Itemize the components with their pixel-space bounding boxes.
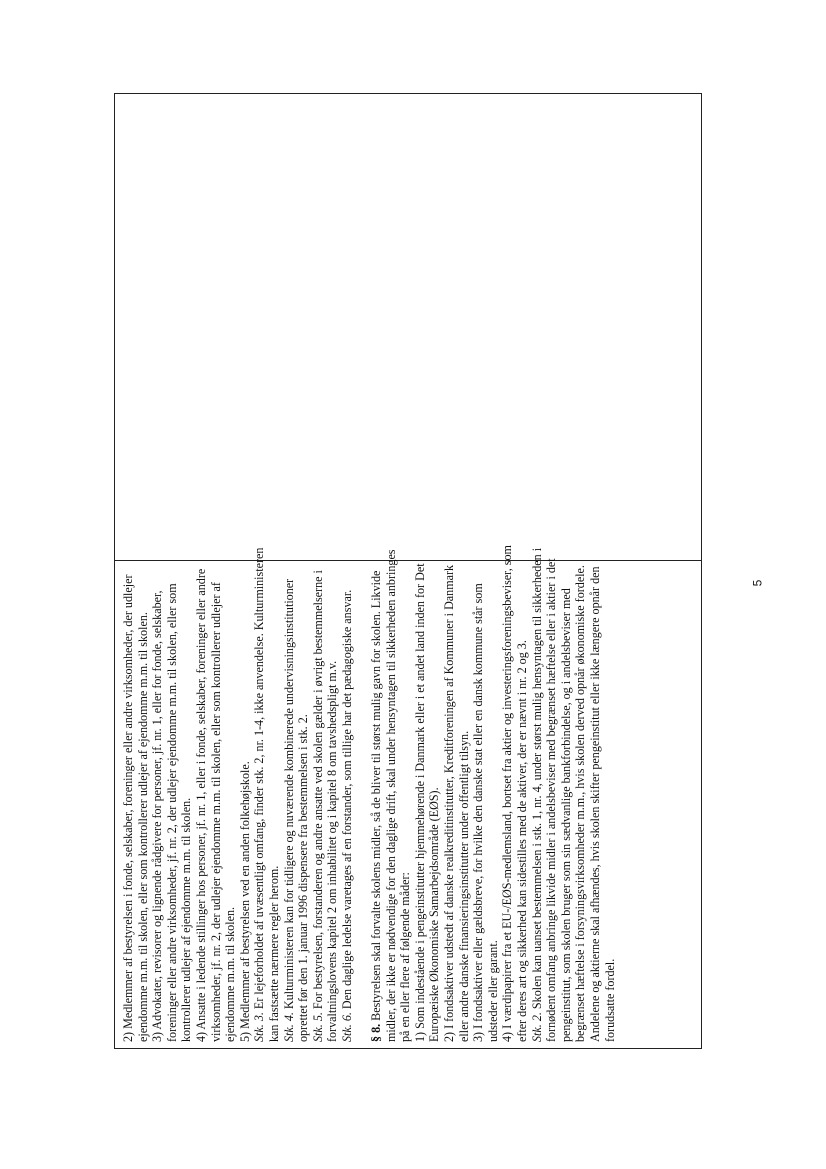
text-line: virksomheder, jf. nr. 2, der udlejer ejendomme m.m. til skolen, eller som kontrollerer udlejer af [208, 582, 223, 1042]
text-line: udsteder eller garant. [485, 940, 500, 1042]
stk-label: Stk. 5. [310, 1012, 325, 1042]
stk-text: For bestyrelsen, forstanderen og andre ansatte ved skolen gælder i øvrigt bestemmelserne i [310, 570, 325, 1013]
text-line: 2) I fondsaktiver udstedt af danske realkreditinstitutter, Kreditforeningen af Kommuner i Danmark [442, 564, 457, 1042]
stk-text: oprettet før den 1. januar 1996 dispensere fra bestemmelsen i stk. 2. [296, 714, 311, 1042]
text-line: Europæiske Økonomiske Samarbejdsområde (EØS). [427, 787, 442, 1042]
text-line: foreninger eller andre virksomheder, jf. nr. 2, der udlejer ejendomme m.m. til skolen, eller som [164, 583, 179, 1042]
paragraph-gap [355, 466, 370, 1042]
text-line: forudsatte fordel. [602, 958, 617, 1042]
text-line: ejendomme m.m. til skolen, eller som kontrollerer udlejer af ejendomme m.m. til skolen. [135, 612, 150, 1042]
text-line: 3) I fondsaktiver eller gældsbreve, for hvilke den danske stat eller en dansk kommune står som [471, 583, 486, 1042]
stk-label: Stk. 6. [339, 1012, 354, 1042]
stk-text: Den daglige ledelse varetages af en forstander, som tillige har det pædagogiske ansvar. [339, 589, 354, 1013]
section-8-first-line [369, 466, 384, 1042]
stk-line [325, 466, 340, 1042]
text-line: 4) I værdipapirer fra et EU-/EØS-medlemsland, bortset fra aktier og investeringsforeningsbeviser, som [500, 545, 515, 1042]
text-line: 5) Medlemmer af bestyrelsen ved en anden folkehøjskole. [237, 761, 252, 1042]
text-line: midler, der ikke er nødvendige for den daglige drift, skal under hensyntagen til sikkerheden anbringes [383, 549, 398, 1042]
text-line: eller andre danske finansieringsinstitutter under offentligt tilsyn. [456, 730, 471, 1042]
text-line: ejendomme m.m. til skolen. [223, 906, 238, 1042]
stk-line [252, 466, 267, 1042]
section-mark: § 8. [369, 1023, 384, 1042]
text-line: 2) Medlemmer af bestyrelsen i fonde, selskaber, foreninger eller andre virksomheder, der udlejer [121, 574, 135, 1042]
stk-list [252, 466, 354, 1042]
stk-label: Stk. 3. [252, 1012, 267, 1042]
text-line: på en eller flere af følgende måder: [398, 872, 413, 1042]
stk-text: Skolen kan uanset bestemmelsen i stk. 1, nr. 4, under størst mulig hensyntagen til sikkerheden i [529, 547, 544, 1013]
text-line: Andelene og aktierne skal afhændes, hvis skolen skifter pengeinstitut eller ikke længere opnår den [588, 566, 602, 1042]
stk-label: Stk. 4. [281, 1012, 296, 1042]
stk-text: Er lejeforholdet af uvæsentligt omfang, finder stk. 2, nr. 1-4, ikke anvendelse. Kulturministeren [252, 547, 267, 1013]
text-line: fornødent omfang anbringe likvide midler i andelsbeviser med begrænset hæftelse eller i aktier i det [544, 558, 559, 1042]
stk-line [530, 466, 545, 1042]
document-text-cell [121, 466, 697, 1042]
stk-label: Stk. 2. [529, 1012, 544, 1042]
page-number: 5 [750, 579, 765, 587]
text-line: kontrollerer udlejer af ejendomme m.m. til skolen. [179, 797, 194, 1042]
stk-line [282, 466, 297, 1042]
stk-line [311, 466, 326, 1042]
text-line: begrænset hæftelse i forsyningsvirksomheder m.m., hvis skolen derved opnår økonomiske fordele. [573, 565, 588, 1042]
stk-text: Kulturministeren kan for tidligere og nuværende kombinerede undervisningsinstitutioner [281, 578, 296, 1013]
text-line: pengeinstitut, som skolen bruger som sin sædvanlige bankforbindelse, og i andelsbeviser med [558, 588, 573, 1042]
stk-line [267, 466, 282, 1042]
stk-text: forvaltningslovens kapitel 2 om inhabilitet og i kapitel 8 om tavshedspligt m.v. [325, 660, 340, 1042]
member-list [121, 466, 252, 1042]
section-8 [369, 466, 617, 1042]
text-line: 4) Ansatte i ledende stillinger hos personer, jf. nr. 1, eller i fonde, selskaber, foreninger eller andre [193, 568, 208, 1042]
text-line: 3) Advokater, revisorer og lignende rådgivere for personer, jf. nr. 1, eller for fonde, selskaber, [150, 590, 165, 1042]
text-line: 1) Som indestående i pengeinstitutter hjemmehørende i Danmark eller i et andet land inden for Det [412, 563, 427, 1042]
stk-line [296, 466, 311, 1042]
stk-line [340, 466, 355, 1042]
section-text: Bestyrelsen skal forvalte skolens midler, så de bliver til størst mulig gavn for skolen. Likvide [369, 570, 384, 1024]
stk-text: kan fastsætte nærmere regler herom. [266, 865, 281, 1042]
text-line: efter deres art og sikkerhed kan sidestilles med de aktiver, der er nævnt i nr. 2 og 3. [515, 640, 530, 1042]
